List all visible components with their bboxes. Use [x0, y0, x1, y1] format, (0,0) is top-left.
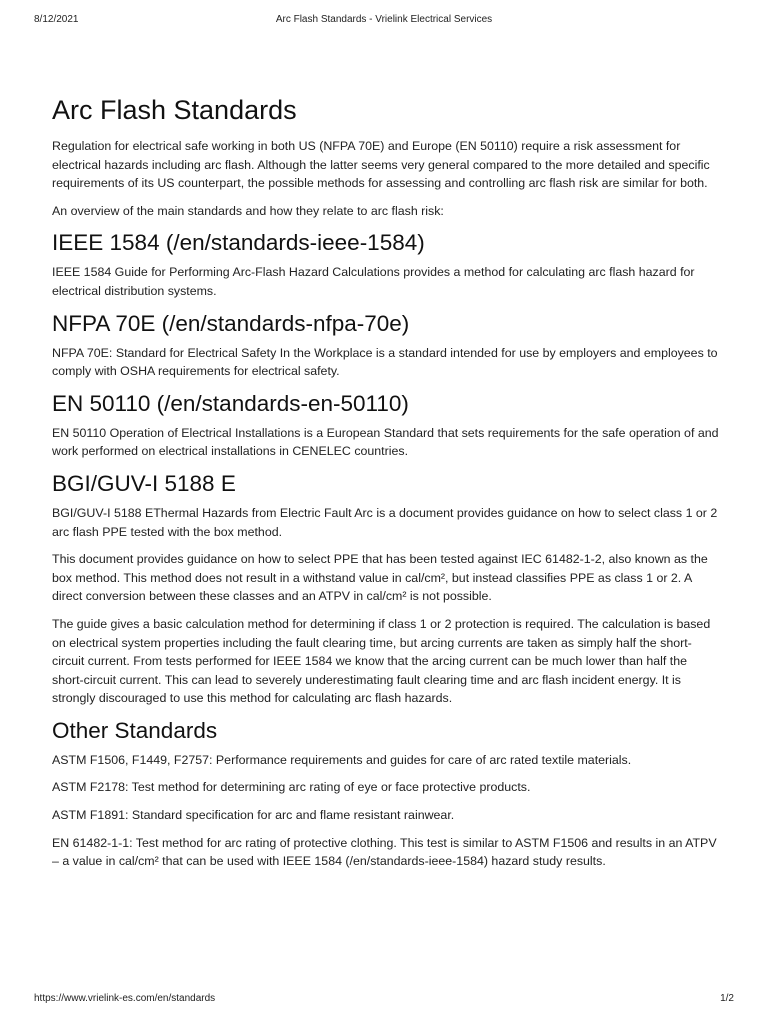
section-other-standards [52, 717, 720, 871]
section-paragraph: BGI/GUV-I 5188 EThermal Hazards from Electric Fault Arc is a document provides guidance on how to select class 1 or 2 arc flash PPE tested with the box method. [52, 505, 718, 539]
page-number: 1/2 [720, 993, 734, 1004]
section-bgi-guv [52, 470, 720, 708]
section-heading[interactable]: EN 50110 (/en/standards-en-50110) [52, 390, 409, 416]
page-title: Arc Flash Standards [52, 95, 297, 125]
print-footer [34, 993, 734, 1007]
article [52, 93, 720, 880]
section-paragraph: EN 61482-1-1: Test method for arc rating of protective clothing. This test is similar to ASTM F1506 and results in an ATPV – a value in cal/cm² that can be used with IEEE 1584 (/en/standards-ieee-1584) hazard study results. [52, 835, 717, 869]
section-paragraph: ASTM F2178: Test method for determining arc rating of eye or face protective products. [52, 780, 531, 795]
section-paragraph: The guide gives a basic calculation method for determining if class 1 or 2 protection is required. The calculation is based on electrical system properties including the fault clearing time, but arcing currents are taken as simply half the short-circuit current. From tests performed for IEEE 1584 we know that the arcing current can be much lower than half the short-circuit current. This can lead to severely underestimating fault clearing time and arc flash incident energy. It is strongly discouraged to use this method for calculating arc flash hazards. [52, 616, 711, 706]
section-paragraph: NFPA 70E: Standard for Electrical Safety In the Workplace is a standard intended for use by employers and employees to comply with OSHA requirements for electrical safety. [52, 345, 718, 379]
intro-paragraph: An overview of the main standards and how they relate to arc flash risk: [52, 203, 444, 218]
section-heading[interactable]: NFPA 70E (/en/standards-nfpa-70e) [52, 310, 410, 336]
section-paragraph: EN 50110 Operation of Electrical Installations is a European Standard that sets requirements for the safe operation of and work performed on electrical installations in CENELEC countries. [52, 425, 719, 459]
page-url: https://www.vrielink-es.com/en/standards [34, 993, 216, 1004]
section-ieee-1584 [52, 229, 720, 300]
section-paragraph: ASTM F1891: Standard specification for arc and flame resistant rainwear. [52, 808, 455, 823]
print-date: 8/12/2021 [34, 14, 79, 25]
print-page-title: Arc Flash Standards - Vrielink Electrical Services [275, 14, 493, 25]
section-heading[interactable]: IEEE 1584 (/en/standards-ieee-1584) [52, 230, 425, 256]
print-header [34, 14, 734, 28]
intro-paragraph: Regulation for electrical safe working in both US (NFPA 70E) and Europe (EN 50110) require a risk assessment for electrical hazards including arc flash. Although the latter seems very general compared to the more detailed and specific requirements of its US counterpart, the possible methods for assessing and controlling arc flash risk are similar for both. [52, 139, 710, 191]
section-paragraph: ASTM F1506, F1449, F2757: Performance requirements and guides for care of arc rated textile materials. [52, 752, 632, 767]
section-heading: Other Standards [52, 717, 218, 743]
section-en-50110 [52, 390, 720, 461]
section-paragraph: IEEE 1584 Guide for Performing Arc-Flash Hazard Calculations provides a method for calculating arc flash hazard for electrical distribution systems. [52, 265, 695, 298]
section-nfpa-70e [52, 310, 720, 381]
section-paragraph: This document provides guidance on how to select PPE that has been tested against IEC 61482-1-2, also known as the box method. This method does not result in a withstand value in cal/cm², but instead classifies PPE as class 1 or 2. A direct conversion between these classes and an ATPV in cal/cm² is not possible. [52, 552, 708, 604]
section-heading: BGI/GUV-I 5188 E [52, 470, 236, 496]
